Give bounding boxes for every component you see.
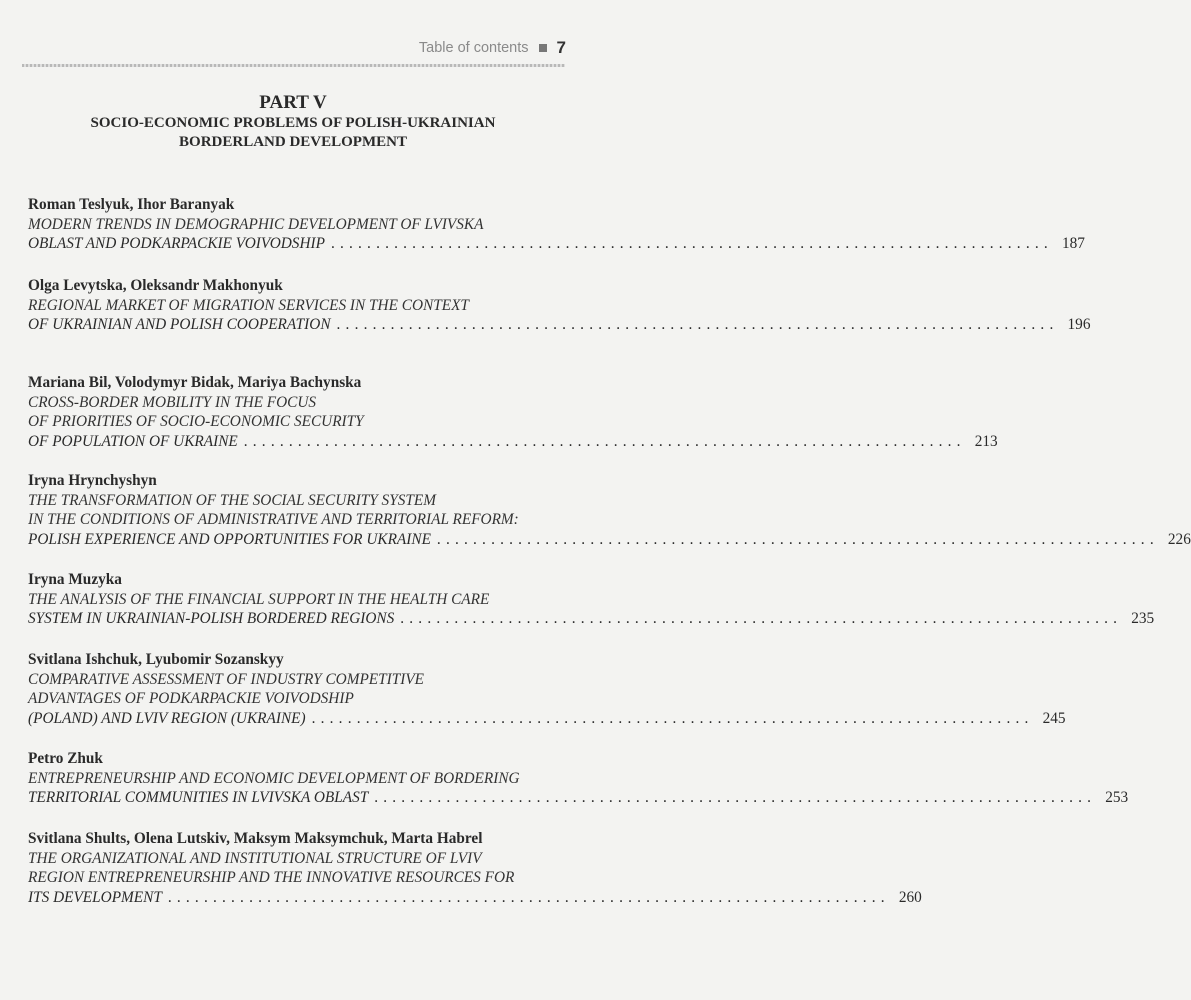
header-rule xyxy=(22,64,565,67)
entry-title-line: (POLAND) AND LVIV REGION (UKRAINE) xyxy=(28,709,306,727)
running-header xyxy=(419,38,566,58)
dot-leader: ................................................................................ xyxy=(330,235,1053,252)
dot-leader: ................................................................................ xyxy=(436,530,1159,548)
entry-authors: Svitlana Shults, Olena Lutskiv, Maksym Maksymchuk, Marta Habrel xyxy=(28,830,483,847)
entry-title-line: ENTREPRENEURSHIP AND ECONOMIC DEVELOPMENT OF BORDERING xyxy=(28,769,520,787)
dot-leader: ................................................................................ xyxy=(311,709,1034,727)
entry-title-line: THE ORGANIZATIONAL AND INSTITUTIONAL STRUCTURE OF LVIV xyxy=(28,849,482,867)
part-heading xyxy=(0,92,586,152)
entry-title-line: CROSS-BORDER MOBILITY IN THE FOCUS xyxy=(28,393,317,411)
entry-page-number: 253 xyxy=(1105,789,1129,806)
entry-title-line: REGIONAL MARKET OF MIGRATION SERVICES IN THE CONTEXT xyxy=(28,296,469,314)
entry-page-number: 226 xyxy=(1167,530,1191,548)
entry-authors: Iryna Hrynchyshyn xyxy=(28,472,157,489)
entry-page-number: 187 xyxy=(1061,235,1085,252)
entry-title-line: SYSTEM IN UKRAINIAN-POLISH BORDERED REGIONS xyxy=(28,610,395,627)
toc-entry[interactable] xyxy=(28,195,1085,254)
entry-title-line: THE ANALYSIS OF THE FINANCIAL SUPPORT IN THE HEALTH CARE xyxy=(28,590,490,608)
part-subtitle-line: SOCIO-ECONOMIC PROBLEMS OF POLISH-UKRAINIAN xyxy=(90,115,496,131)
entry-page-number: 260 xyxy=(898,888,922,906)
part-subtitle-line: BORDERLAND DEVELOPMENT xyxy=(179,134,407,150)
entry-title-line: COMPARATIVE ASSESSMENT OF INDUSTRY COMPETITIVE xyxy=(28,670,425,688)
entry-title-line: THE TRANSFORMATION OF THE SOCIAL SECURITY SYSTEM xyxy=(28,491,436,509)
dot-leader: ................................................................................ xyxy=(374,789,1097,806)
toc-entry[interactable] xyxy=(28,471,1191,549)
entry-page-number: 196 xyxy=(1067,316,1091,333)
square-bullet-icon xyxy=(539,44,547,52)
entry-title-line: OBLAST AND PODKARPACKIE VOIVODSHIP xyxy=(28,235,325,252)
entry-page-number: 235 xyxy=(1131,610,1155,627)
entry-authors: Mariana Bil, Volodymyr Bidak, Mariya Bachynska xyxy=(28,374,362,391)
toc-entry[interactable] xyxy=(28,276,1091,335)
dot-leader: ................................................................................ xyxy=(243,432,966,450)
entry-title-line: TERRITORIAL COMMUNITIES IN LVIVSKA OBLAST xyxy=(28,789,369,806)
toc-entry[interactable] xyxy=(28,829,922,907)
entry-title-line: REGION ENTREPRENEURSHIP AND THE INNOVATIVE RESOURCES FOR xyxy=(28,869,515,886)
entry-title-line: OF POPULATION OF UKRAINE xyxy=(28,432,238,450)
dot-leader: ................................................................................ xyxy=(167,888,890,906)
entry-page-number: 213 xyxy=(974,432,998,450)
dot-leader: ................................................................................ xyxy=(336,316,1059,333)
entry-title-line: MODERN TRENDS IN DEMOGRAPHIC DEVELOPMENT OF LVIVSKA xyxy=(28,215,484,233)
entry-title-line: IN THE CONDITIONS OF ADMINISTRATIVE AND TERRITORIAL REFORM: xyxy=(28,511,519,528)
entry-authors: Svitlana Ishchuk, Lyubomir Sozanskyy xyxy=(28,651,284,668)
running-title: Table of contents xyxy=(418,40,529,56)
entry-authors: Iryna Muzyka xyxy=(28,571,122,588)
part-title: PART V xyxy=(259,92,327,113)
page-number: 7 xyxy=(556,38,566,57)
entry-title-line: POLISH EXPERIENCE AND OPPORTUNITIES FOR UKRAINE xyxy=(28,530,431,548)
entry-authors: Roman Teslyuk, Ihor Baranyak xyxy=(28,196,235,213)
dot-leader: ................................................................................ xyxy=(400,610,1123,627)
entry-title-line: ADVANTAGES OF PODKARPACKIE VOIVODSHIP xyxy=(28,690,354,707)
entry-title-line: OF PRIORITIES OF SOCIO-ECONOMIC SECURITY xyxy=(28,413,364,430)
toc-entry[interactable] xyxy=(28,570,1155,629)
entry-title-line: OF UKRAINIAN AND POLISH COOPERATION xyxy=(28,316,331,333)
entry-authors: Petro Zhuk xyxy=(28,750,103,767)
toc-entry[interactable] xyxy=(28,373,998,451)
entry-title-line: ITS DEVELOPMENT xyxy=(28,888,162,906)
entry-authors: Olga Levytska, Oleksandr Makhonyuk xyxy=(28,277,283,294)
toc-entry[interactable] xyxy=(28,650,1066,728)
toc-entry[interactable] xyxy=(28,749,1129,808)
entry-page-number: 245 xyxy=(1042,709,1066,727)
